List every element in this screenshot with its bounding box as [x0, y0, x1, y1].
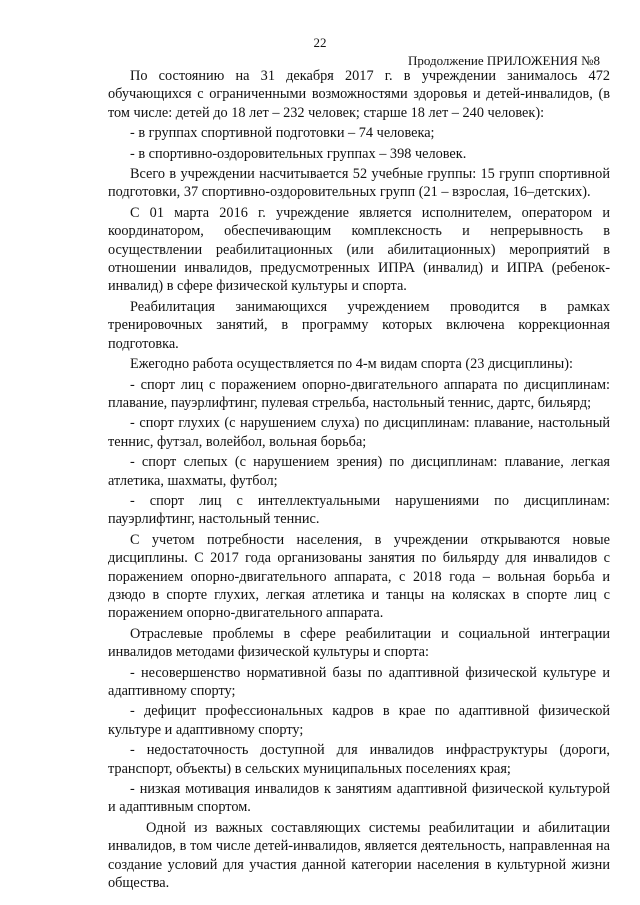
- paragraph-group-count: Всего в учреждении насчитывается 52 учебные группы: 15 групп спортивной подготовки, 37 спортивно-оздоровительных групп (21 – взрослая, 16–детских).: [108, 166, 610, 201]
- list-item-blind-sport: - спорт слепых (с нарушением зрения) по дисциплинам: плавание, легкая атлетика, шахматы, футбол;: [108, 454, 610, 489]
- list-item-infrastructure: - недостаточность доступной для инвалидов инфраструктуры (дороги, транспорт, объекты) в сельских муниципальных поселениях края;: [108, 742, 610, 777]
- list-item-health-groups: - в спортивно-оздоровительных группах – 398 человек.: [130, 145, 467, 162]
- list-item-deaf-sport: - спорт глухих (с нарушением слуха) по дисциплинам: плавание, настольный теннис, футзал, волейбол, вольная борьба;: [108, 415, 610, 450]
- paragraph-industry-problems: Отраслевые проблемы в сфере реабилитации и социальной интеграции инвалидов методами физической культуры и спорта:: [108, 625, 610, 661]
- paragraph-cultural-life: Одной из важных составляющих системы реабилитации и абилитации инвалидов, в том числе детей-инвалидов, является деятельность, направленная на создание условий для участия данной категории населения в культурной жизни общества.: [108, 819, 610, 892]
- list-item-staff-deficit: - дефицит профессиональных кадров в крае по адаптивной физической культуре и адаптивному спорту;: [108, 703, 610, 738]
- list-item-musculoskeletal-sport: - спорт лиц с поражением опорно-двигательного аппарата по дисциплинам: плавание, пауэрлифтинг, пулевая стрельба, настольный теннис, дартс, бильярд;: [108, 376, 610, 411]
- page-number: 22: [313, 35, 327, 50]
- paragraph-coordinator-role: С 01 марта 2016 г. учреждение является исполнителем, оператором и координатором, обеспечивающим комплексность и непрерывность в осуществлении реабилитационных (или абилитационных) мероприятий в отношении инвалидов, предусмотренных ИПРА (инвалид) и ИПРА (ребенок-инвалид) в сфере физической культуры и спорта.: [108, 204, 610, 295]
- list-item-intellectual-sport: - спорт лиц с интеллектуальными нарушениями по дисциплинам: пауэрлифтинг, настольный теннис.: [108, 492, 610, 528]
- paragraph-sports-kinds: Ежегодно работа осуществляется по 4-м видам спорта (23 дисциплины):: [130, 356, 574, 373]
- appendix-continuation-label: Продолжение ПРИЛОЖЕНИЯ №8: [407, 53, 600, 68]
- list-item-low-motivation: - низкая мотивация инвалидов к занятиям адаптивной физической культурой и адаптивным спортом.: [108, 781, 610, 816]
- paragraph-rehabilitation: Реабилитация занимающихся учреждением проводится в рамках тренировочных занятий, в программу которых включена коррекционная подготовка.: [108, 298, 610, 352]
- list-item-sport-training-groups: - в группах спортивной подготовки – 74 человека;: [130, 125, 435, 142]
- document-body: [108, 67, 610, 894]
- paragraph-enrollment: По состоянию на 31 декабря 2017 г. в учреждении занималось 472 обучающихся с ограниченными возможностями здоровья и детей-инвалидов, (в том числе: детей до 18 лет – 232 человек; старше 18 лет – 240 человек):: [108, 68, 610, 121]
- list-item-regulatory-base: - несовершенство нормативной базы по адаптивной физической культуре и адаптивному спорту;: [108, 664, 610, 699]
- paragraph-new-disciplines: С учетом потребности населения, в учреждении открываются новые дисциплины. С 2017 года организованы занятия по бильярду для инвалидов с поражением опорно-двигательного аппарата, с 2018 года – вольная борьба и дзюдо в спорте глухих, легкая атлетика и танцы на колясках в спорте лиц с поражением опорно-двигательного аппарата.: [108, 531, 610, 622]
